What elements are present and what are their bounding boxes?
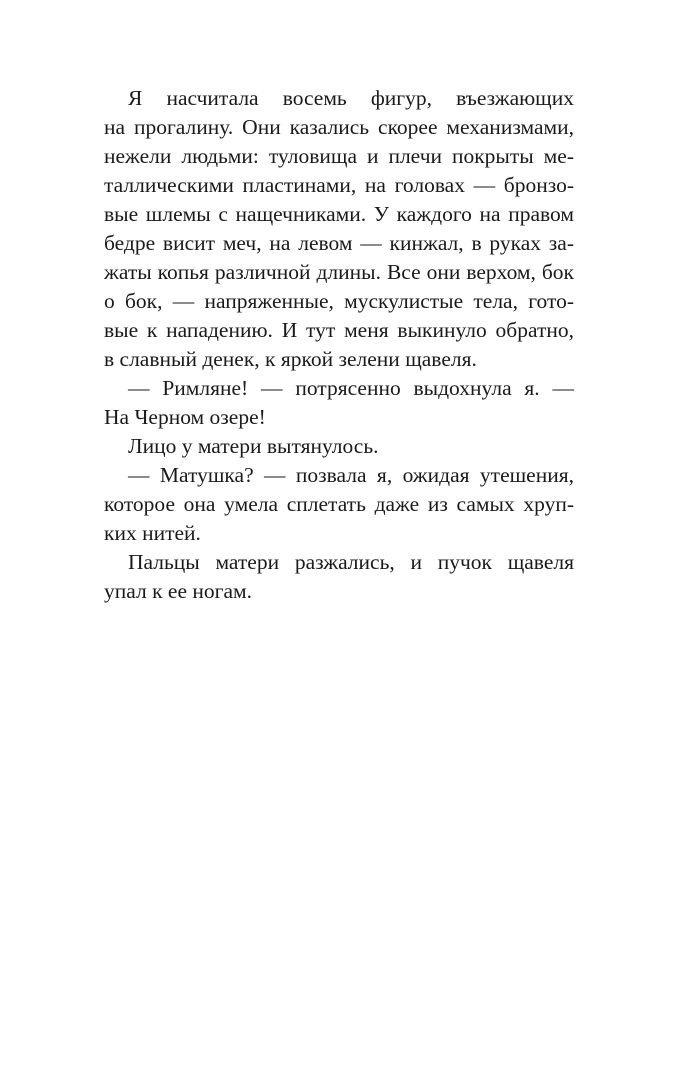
body-text [104,84,574,606]
text-line: На Черном озере! [104,405,266,429]
text-line: которое она умела сплетать даже из самых хруп- [104,492,574,516]
text-line: в славный денек, к яркой зелени щавеля. [104,347,477,371]
text-line: бедре висит меч, на левом — кинжал, в руках за- [104,231,574,255]
paragraph-4 [104,461,574,548]
paragraph-2 [104,374,574,432]
paragraph-1 [104,84,574,374]
text-line: вые шлемы с нащечниками. У каждого на правом [104,202,574,226]
paragraph-3 [104,432,574,461]
paragraph-5 [104,548,574,606]
text-line: — Матушка? — позвала я, ожидая утешения, [128,463,574,487]
text-line: Я насчитала восемь фигур, въезжающих [128,86,574,110]
text-line: на прогалину. Они казались скорее механизмами, [104,115,574,139]
text-line: упал к ее ногам. [104,579,252,603]
text-line: о бок, — напряженные, мускулистые тела, гото- [104,289,574,313]
text-line: ких нитей. [104,521,201,545]
text-line: Лицо у матери вытянулось. [128,434,379,458]
text-line: вые к нападению. И тут меня выкинуло обратно, [104,318,574,342]
text-line: нежели людьми: туловища и плечи покрыты ме- [104,144,574,168]
text-line: Пальцы матери разжались, и пучок щавеля [128,550,574,574]
text-line: жаты копья различной длины. Все они верхом, бок [104,260,574,284]
text-line: таллическими пластинами, на головах — бронзо- [104,173,574,197]
text-line: — Римляне! — потрясенно выдохнула я. — [128,376,574,400]
